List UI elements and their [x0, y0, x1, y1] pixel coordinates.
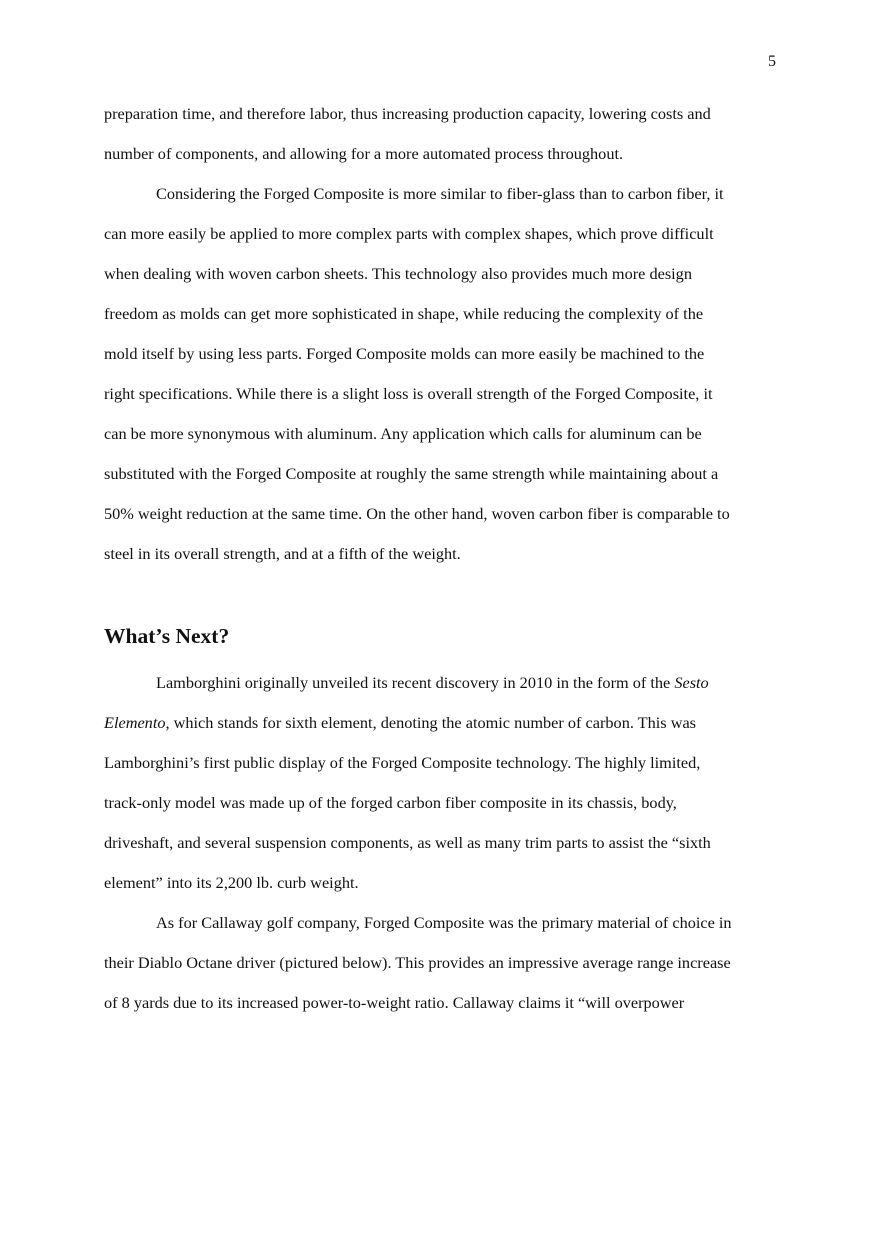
page-number: 5	[768, 53, 776, 70]
body-line: freedom as molds can get more sophisticated in shape, while reducing the complexity of the	[104, 304, 704, 323]
body-line	[104, 703, 776, 743]
body-line: right specifications. While there is a slight loss is overall strength of the Forged Composite, it	[104, 384, 713, 403]
body-line: track-only model was made up of the forged carbon fiber composite in its chassis, body,	[104, 793, 677, 812]
body-line: mold itself by using less parts. Forged Composite molds can more easily be machined to the	[104, 344, 705, 363]
body-line: steel in its overall strength, and at a fifth of the weight.	[104, 544, 461, 563]
body-line: can more easily be applied to more complex parts with complex shapes, which prove difficult	[104, 224, 714, 243]
paragraph-start-line: Considering the Forged Composite is more similar to fiber-glass than to carbon fiber, it	[156, 184, 724, 203]
body-line: their Diablo Octane driver (pictured below). This provides an impressive average range increase	[104, 953, 731, 972]
paragraph-start-line	[104, 663, 776, 703]
body-line: when dealing with woven carbon sheets. This technology also provides much more design	[104, 264, 692, 283]
paragraph-start-line: As for Callaway golf company, Forged Composite was the primary material of choice in	[156, 913, 732, 932]
section-heading: What’s Next?	[104, 624, 230, 648]
body-line: 50% weight reduction at the same time. On the other hand, woven carbon fiber is comparable to	[104, 504, 730, 523]
body-line: of 8 yards due to its increased power-to-weight ratio. Callaway claims it “will overpower	[104, 993, 685, 1012]
body-line: can be more synonymous with aluminum. Any application which calls for aluminum can be	[104, 424, 702, 443]
document-body	[104, 94, 776, 1023]
body-line: preparation time, and therefore labor, thus increasing production capacity, lowering costs and	[104, 104, 711, 123]
body-line: number of components, and allowing for a more automated process throughout.	[104, 144, 624, 163]
italic-title: Sesto	[674, 673, 709, 692]
body-line: element” into its 2,200 lb. curb weight.	[104, 873, 359, 892]
body-text: Lamborghini originally unveiled its recent discovery in 2010 in the form of the	[156, 673, 675, 692]
body-line: Lamborghini’s first public display of the Forged Composite technology. The highly limited,	[104, 753, 701, 772]
italic-title: Elemento	[104, 713, 166, 732]
body-line: substituted with the Forged Composite at roughly the same strength while maintaining about a	[104, 464, 719, 483]
body-line: driveshaft, and several suspension components, as well as many trim parts to assist the “sixth	[104, 833, 711, 852]
body-text: , which stands for sixth element, denoting the atomic number of carbon. This was	[165, 713, 697, 732]
